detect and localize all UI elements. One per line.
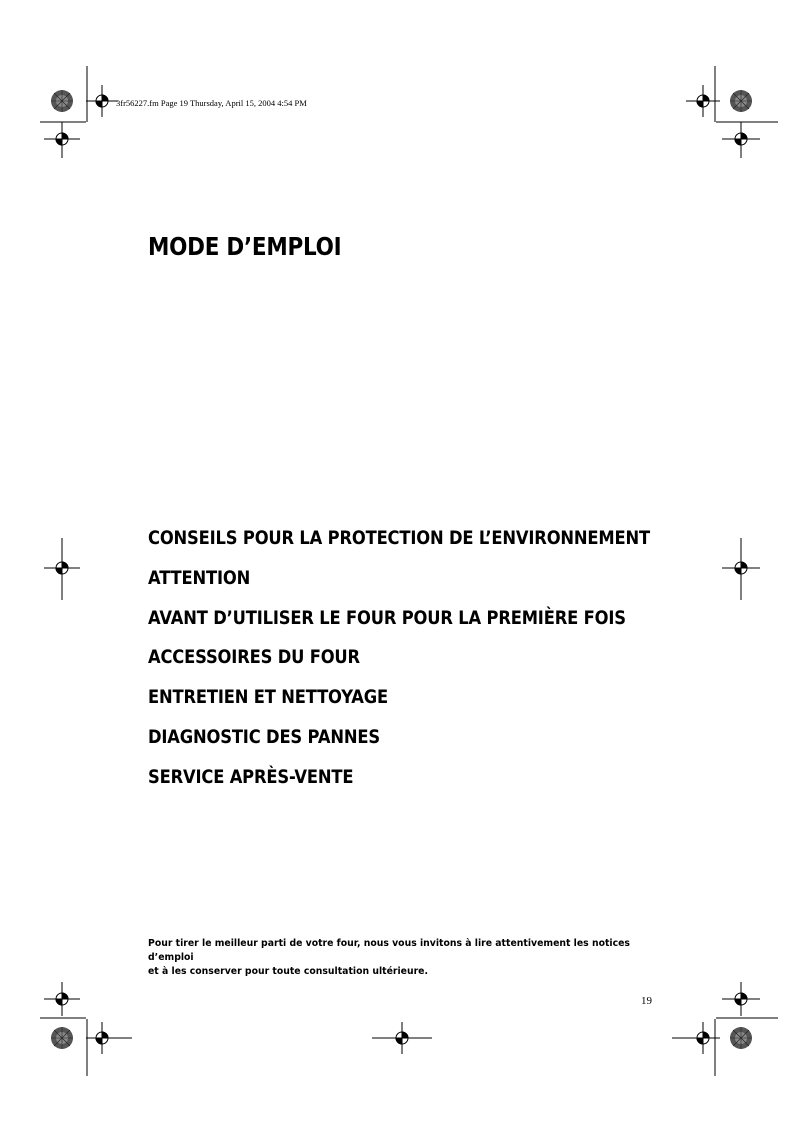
page-number: 19 <box>641 995 652 1007</box>
registration-crosshair-icon <box>86 85 118 117</box>
usage-note-line: et à les conserver pour toute consultation ultérieure. <box>148 966 429 977</box>
page-title: MODE D’EMPLOI <box>148 232 342 261</box>
usage-note <box>148 937 650 979</box>
table-of-contents <box>148 527 732 806</box>
usage-note-line: Pour tirer le meilleur parti de votre four, nous vous invitons à lire attentivement les notices d’emploi <box>148 938 630 963</box>
toc-item: SERVICE APRÈS-VENTE <box>148 765 354 788</box>
toc-item: DIAGNOSTIC DES PANNES <box>148 725 380 748</box>
file-info-header: 3fr56227.fm Page 19 Thursday, April 15, 2004 4:54 PM <box>116 98 307 108</box>
toc-item: CONSEILS POUR LA PROTECTION DE L’ENVIRONNEMENT <box>148 527 650 549</box>
toc-item: ATTENTION <box>148 566 251 589</box>
toc-item: ACCESSOIRES DU FOUR <box>148 646 360 669</box>
toc-item: ENTRETIEN ET NETTOYAGE <box>148 686 388 709</box>
toc-item: AVANT D’UTILISER LE FOUR POUR LA PREMIÈRE FOIS <box>148 606 626 629</box>
